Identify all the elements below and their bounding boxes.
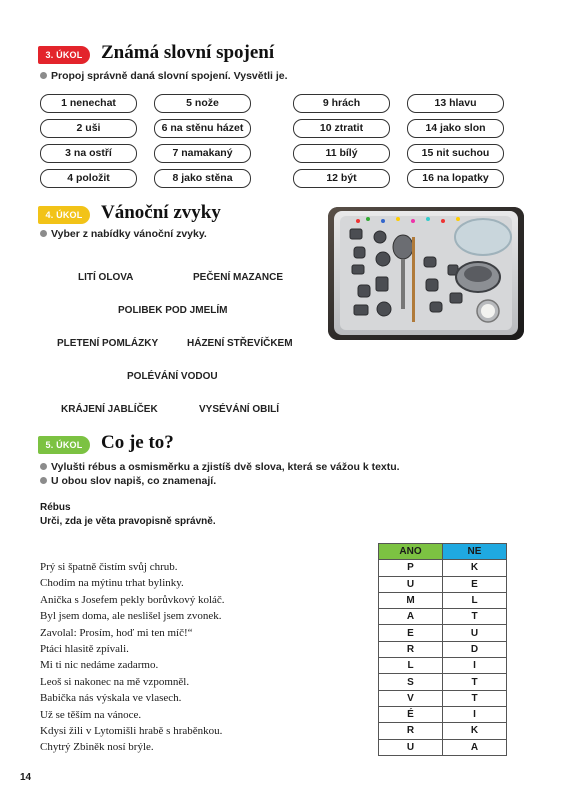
- table-row: [379, 706, 507, 722]
- cell-ne[interactable]: U: [443, 625, 507, 641]
- word-pill[interactable]: 4 položit: [40, 169, 137, 188]
- cell-ne[interactable]: K: [443, 723, 507, 739]
- cell-ano[interactable]: V: [379, 690, 443, 706]
- table-row: [379, 641, 507, 657]
- word-pill[interactable]: 11 bílý: [293, 144, 390, 163]
- task4-instruction: Vyber z nabídky vánoční zvyky.: [40, 228, 207, 240]
- header-ano: ANO: [379, 544, 443, 560]
- task5-instruction: U obou slov napiš, co znamenají.: [40, 475, 216, 487]
- page-number: 14: [20, 772, 32, 783]
- christmas-baking-photo: [328, 207, 524, 340]
- table-row: [379, 674, 507, 690]
- cell-ano[interactable]: R: [379, 723, 443, 739]
- table-row: [379, 592, 507, 608]
- bullet-icon: [40, 477, 47, 484]
- cell-ne[interactable]: I: [443, 658, 507, 674]
- task4-badge: 4. ÚKOL: [38, 206, 90, 224]
- word-pill[interactable]: 12 být: [293, 169, 390, 188]
- cell-ano[interactable]: É: [379, 706, 443, 722]
- cell-ne[interactable]: I: [443, 706, 507, 722]
- task5-instruction: Vylušti rébus a osmisměrku a zjistíš dvě slova, která se vážou k textu.: [40, 461, 400, 473]
- word-pill[interactable]: 5 nože: [154, 94, 251, 113]
- word-pill[interactable]: 6 na stěnu házet: [154, 119, 251, 138]
- custom-item[interactable]: HÁZENÍ STŘEVÍČKEM: [187, 338, 293, 349]
- custom-item[interactable]: VYSÉVÁNÍ OBILÍ: [199, 404, 280, 415]
- cell-ne[interactable]: T: [443, 690, 507, 706]
- cell-ne[interactable]: T: [443, 674, 507, 690]
- custom-item[interactable]: KRÁJENÍ JABLÍČEK: [61, 404, 158, 415]
- task5-badge: 5. ÚKOL: [38, 436, 90, 454]
- bullet-icon: [40, 230, 47, 237]
- word-pill[interactable]: 8 jako stěna: [154, 169, 251, 188]
- cell-ne[interactable]: L: [443, 592, 507, 608]
- word-pill[interactable]: 16 na lopatky: [407, 169, 504, 188]
- cell-ano[interactable]: U: [379, 739, 443, 755]
- rebus-answer-table: [378, 543, 507, 756]
- cell-ano[interactable]: S: [379, 674, 443, 690]
- rebus-sentence: Už se těším na vánoce.: [40, 708, 142, 721]
- cell-ne[interactable]: T: [443, 609, 507, 625]
- rebus-sentence: Anička s Josefem pekly borůvkový koláč.: [40, 593, 225, 606]
- task3-title: Známá slovní spojení: [101, 42, 275, 63]
- cell-ne[interactable]: A: [443, 739, 507, 755]
- word-pill[interactable]: 1 nenechat: [40, 94, 137, 113]
- rebus-sentence: Chytrý Zbiněk nosí brýle.: [40, 741, 154, 754]
- table-row: [379, 658, 507, 674]
- table-row: [379, 723, 507, 739]
- cell-ano[interactable]: R: [379, 641, 443, 657]
- cell-ano[interactable]: U: [379, 576, 443, 592]
- word-pill[interactable]: 2 uši: [40, 119, 137, 138]
- table-row: [379, 609, 507, 625]
- table-row: [379, 560, 507, 576]
- word-pill[interactable]: 15 nit suchou: [407, 144, 504, 163]
- rebus-sentence: Ptáci hlasitě zpívali.: [40, 643, 129, 655]
- word-pill[interactable]: 10 ztratit: [293, 119, 390, 138]
- rebus-sentence: Prý si špatně čistím svůj chrub.: [40, 561, 178, 573]
- task5-title: Co je to?: [101, 432, 174, 453]
- table-row: [379, 625, 507, 641]
- cell-ano[interactable]: A: [379, 609, 443, 625]
- rebus-sentence: Zavolal: Prosím, hoď mi ten míč!“: [40, 626, 193, 639]
- custom-item[interactable]: POLIBEK POD JMELÍM: [118, 305, 228, 316]
- rebus-label: Rébus: [40, 502, 71, 513]
- task3-instruction: Propoj správně daná slovní spojení. Vysvětli je.: [40, 70, 288, 82]
- custom-item[interactable]: PEČENÍ MAZANCE: [193, 272, 284, 283]
- custom-item[interactable]: PLETENÍ POMLÁZKY: [57, 338, 159, 349]
- rebus-sentence: Chodím na mýtinu trhat bylinky.: [40, 577, 184, 590]
- word-pill[interactable]: 9 hrách: [293, 94, 390, 113]
- cell-ne[interactable]: E: [443, 576, 507, 592]
- word-pill[interactable]: 14 jako slon: [407, 119, 504, 138]
- task3-badge: 3. ÚKOL: [38, 46, 90, 64]
- bullet-icon: [40, 72, 47, 79]
- cell-ne[interactable]: D: [443, 641, 507, 657]
- rebus-sentence: Kdysi žili v Lytomišli hrabě s hraběnkou.: [40, 725, 223, 737]
- cell-ne[interactable]: K: [443, 560, 507, 576]
- word-pill[interactable]: 3 na ostří: [40, 144, 137, 163]
- cell-ano[interactable]: E: [379, 625, 443, 641]
- rebus-sentence: Mi ti nic nedáme zadarmo.: [40, 659, 159, 672]
- rebus-question: Urči, zda je věta pravopisně správně.: [40, 516, 216, 527]
- cell-ano[interactable]: M: [379, 592, 443, 608]
- bullet-icon: [40, 463, 47, 470]
- rebus-sentence: Byl jsem doma, ale neslišel jsem zvonek.: [40, 610, 222, 623]
- word-pill[interactable]: 13 hlavu: [407, 94, 504, 113]
- table-row: [379, 690, 507, 706]
- task4-title: Vánoční zvyky: [101, 202, 221, 223]
- custom-item[interactable]: LITÍ OLOVA: [78, 272, 134, 283]
- rebus-sentence: Leoš si nakonec na mě vzpomněl.: [40, 675, 190, 688]
- word-pill[interactable]: 7 namakaný: [154, 144, 251, 163]
- table-row: [379, 739, 507, 755]
- cell-ano[interactable]: P: [379, 560, 443, 576]
- rebus-sentence: Babička nás výskala ve vlasech.: [40, 692, 182, 705]
- header-ne: NE: [443, 544, 507, 560]
- custom-item[interactable]: POLÉVÁNÍ VODOU: [127, 371, 218, 382]
- table-row: [379, 576, 507, 592]
- cell-ano[interactable]: L: [379, 658, 443, 674]
